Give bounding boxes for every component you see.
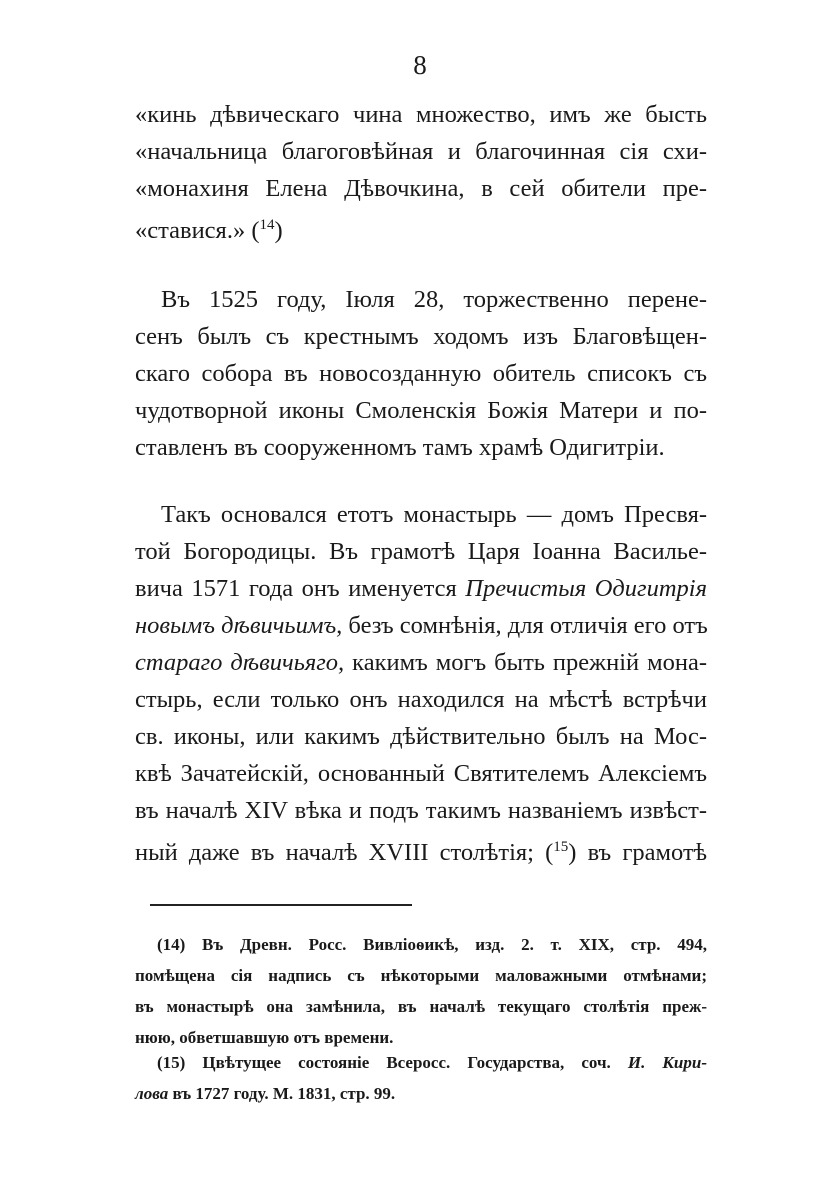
page-number: 8: [413, 50, 427, 80]
text-line: той Богородицы. Въ грамотѣ Царя Іоанна Василье-: [135, 538, 707, 565]
text-line: «ставися.» ($^{14}$): [135, 217, 283, 244]
footnote-line: (14) Въ Древн. Росс. Вивліоѳикѣ, изд. 2. т. XIX, стр. 494,: [157, 935, 707, 954]
text-fragment: какимъ могъ быть прежній мона-: [344, 649, 707, 676]
text-fragment: ный даже въ началѣ XVIII столѣтія; (: [135, 839, 554, 866]
text-line: Такъ основался етотъ монастырь — домъ Пресвя-: [161, 501, 707, 528]
text-line: [135, 607, 707, 644]
footnote-line: въ монастырѣ она замѣнила, въ началѣ текущаго столѣтія преж-: [135, 997, 707, 1016]
text-fragment: въ 1727 году. М. 1831, стр. 99.: [168, 1084, 396, 1103]
footnote-line: помѣщена сія надпись съ нѣкоторыми маловажными отмѣнами;: [135, 966, 707, 985]
italic-fragment: новымъ дѣвичьимъ,: [135, 612, 343, 639]
text-fragment: ) въ грамотѣ: [568, 839, 707, 866]
footnote-14: [135, 929, 707, 1053]
text-line: [135, 570, 707, 607]
text-line: стырь, если только онъ находился на мѣстѣ встрѣчи: [135, 686, 707, 713]
footnote-ref-14: 14: [259, 217, 275, 233]
text-line: «монахиня Елена Дѣвочкина, в сей обители пре-: [135, 175, 707, 202]
text-fragment: вича 1571 года онъ именуется: [135, 575, 466, 602]
text-line: скаго собора въ новосозданную обитель списокъ съ: [135, 360, 707, 387]
footnote-divider: [150, 904, 412, 906]
text-line: чудотворной иконы Смоленскія Божія Матери и по-: [135, 397, 707, 424]
footnote-line: нюю, обветшавшую отъ времени.: [135, 1028, 394, 1047]
text-fragment: «ставися.»: [135, 217, 246, 244]
italic-fragment: лова: [135, 1084, 169, 1103]
footnote-15: [135, 1047, 707, 1109]
text-line: въ началѣ XIV вѣка и подъ такимъ названіемъ извѣст-: [135, 797, 707, 824]
italic-fragment: И. Кири-: [627, 1053, 707, 1072]
paragraph-monastery: [135, 496, 707, 866]
text-line: Въ 1525 году, Іюля 28, торжественно перене-: [161, 286, 707, 313]
text-line: квѣ Зачатейскій, основанный Святителемъ Алексіемъ: [135, 760, 707, 787]
text-fragment: (15) Цвѣтущее состояніе Всеросс. Государства, соч.: [157, 1053, 628, 1072]
text-line: «кинь дѣвическаго чина множество, имъ же бысть: [135, 101, 707, 128]
text-fragment: безъ сомнѣнія, для отличія его отъ: [342, 612, 708, 639]
paragraph-1525: [135, 281, 707, 466]
footnote-line: [135, 1047, 707, 1078]
italic-fragment: Пречистыя Одигитрія: [465, 575, 708, 602]
text-line: [135, 829, 707, 866]
text-line: св. иконы, или какимъ дѣйствительно былъ на Мос-: [135, 723, 707, 750]
italic-fragment: стараго дѣвичьяго,: [135, 649, 345, 676]
text-line: «начальница благоговѣйная и благочинная сія схи-: [135, 138, 707, 165]
footnote-line: [135, 1078, 707, 1109]
text-line: [135, 644, 707, 681]
footnote-ref-15: 15: [553, 839, 569, 855]
text-line: ставленъ въ сооруженномъ тамъ храмѣ Одигитріи.: [135, 434, 665, 461]
paragraph-quote-end: [135, 96, 707, 244]
text-line: сенъ былъ съ крестнымъ ходомъ изъ Благовѣщен-: [135, 323, 707, 350]
